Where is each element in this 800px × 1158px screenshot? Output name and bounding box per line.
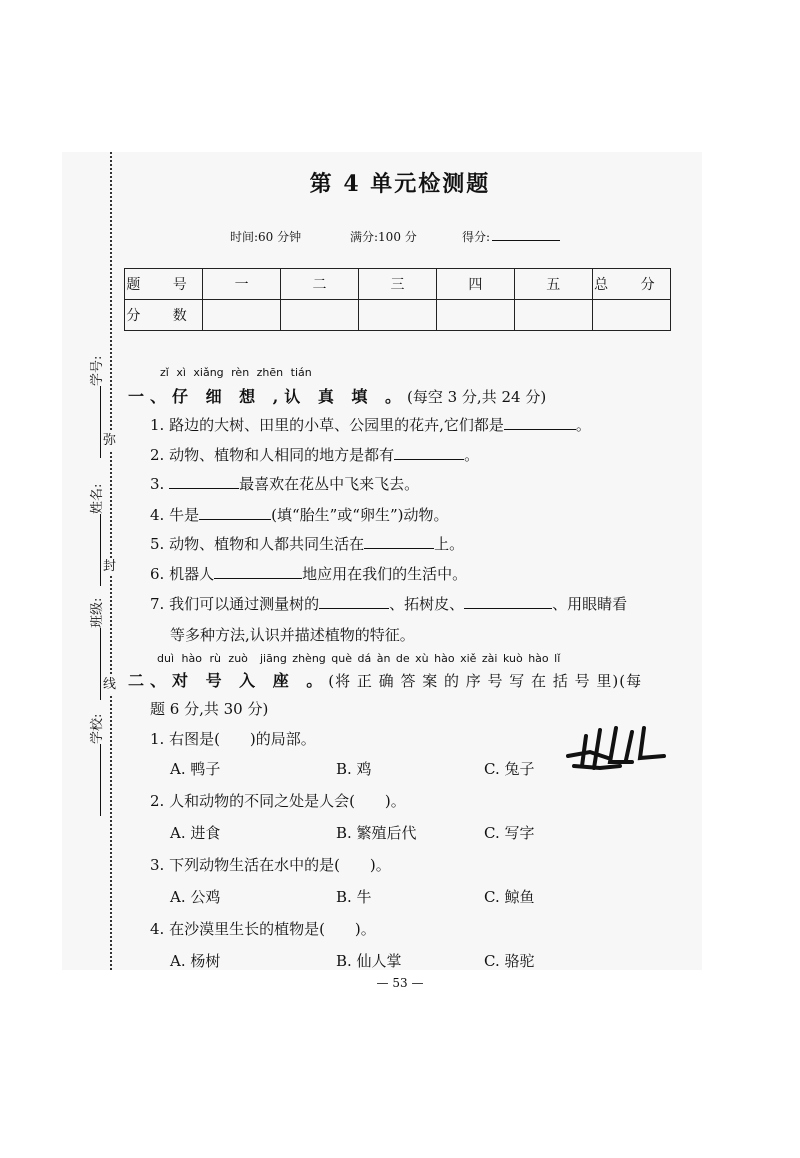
s1-question-7: 7. 我们可以通过测量树的 、拓树皮、 、用眼睛看 <box>150 595 628 613</box>
answer-blank[interactable] <box>394 459 464 460</box>
s1-question-5: 5. 动物、植物和人都共同生活在 上。 <box>150 535 465 553</box>
binding-mi: 弥 <box>103 433 117 448</box>
answer-blank[interactable] <box>464 608 552 609</box>
s2-q4-option-c[interactable]: C. 骆驼 <box>484 952 535 970</box>
score-table-value-row <box>125 300 671 331</box>
s2-q2-option-c[interactable]: C. 写字 <box>484 824 535 842</box>
s2-q1-option-b[interactable]: B. 鸡 <box>336 760 372 778</box>
meta-time: 时间:60 分钟 <box>230 230 302 244</box>
meta-score[interactable]: 得分: <box>462 228 560 245</box>
section2-pinyin-1: duì hào rù zuò <box>157 652 248 665</box>
s2-q3-option-c[interactable]: C. 鲸鱼 <box>484 888 535 906</box>
s2-question-1: 1. 右图是( )的局部。 <box>150 730 316 748</box>
s2-question-3: 3. 下列动物生活在水中的是( )。 <box>150 856 391 874</box>
score-cell[interactable] <box>203 300 281 331</box>
section1-heading: 一、仔 细 想 ,认 真 填 。(每空 3 分,共 24 分) <box>128 387 547 406</box>
s1-question-4: 4. 牛是 (填“胎生”或“卵生”)动物。 <box>150 506 449 524</box>
score-cell[interactable] <box>359 300 437 331</box>
field-xuehao[interactable]: 学号: <box>86 356 105 460</box>
s1-question-3: 3. 最喜欢在花丛中飞来飞去。 <box>150 475 420 493</box>
s2-q1-option-a[interactable]: A. 鸭子 <box>170 760 221 778</box>
score-cell[interactable] <box>281 300 359 331</box>
answer-blank[interactable] <box>364 548 434 549</box>
score-header-cell: 五 <box>514 269 592 300</box>
score-table <box>124 268 671 331</box>
s1-question-1: 1. 路边的大树、田里的小草、公园里的花卉,它们都是 。 <box>150 416 591 434</box>
score-cell[interactable] <box>514 300 592 331</box>
score-cell[interactable] <box>592 300 670 331</box>
s1-question-6: 6. 机器人 地应用在我们的生活中。 <box>150 565 468 583</box>
s2-question-2: 2. 人和动物的不同之处是人会( )。 <box>150 792 406 810</box>
s2-q1-option-c[interactable]: C. 兔子 <box>484 760 535 778</box>
s1-question-2: 2. 动物、植物和人相同的地方是都有 。 <box>150 446 480 464</box>
score-header-cell: 四 <box>436 269 514 300</box>
section1-pinyin: zǐ xì xiǎng rèn zhēn tián <box>160 366 312 379</box>
s2-q3-option-a[interactable]: A. 公鸡 <box>170 888 221 906</box>
binding-feng: 封 <box>103 559 117 574</box>
s2-q2-option-b[interactable]: B. 繁殖后代 <box>336 824 417 842</box>
section2-heading-cont: 题 6 分,共 30 分) <box>150 700 269 718</box>
page-title: 第 4 单元检测题 <box>309 171 491 197</box>
score-header-cell: 二 <box>281 269 359 300</box>
answer-blank[interactable] <box>214 578 302 579</box>
answer-blank[interactable] <box>169 488 239 489</box>
answer-blank[interactable] <box>504 429 576 430</box>
s2-question-4: 4. 在沙漠里生长的植物是( )。 <box>150 920 376 938</box>
meta-full-score: 满分:100 分 <box>350 230 417 244</box>
field-xuexiao[interactable]: 学校: <box>86 714 105 818</box>
score-header-cell: 题 号 <box>125 269 203 300</box>
score-cell[interactable] <box>436 300 514 331</box>
chicken-foot-print-image <box>560 722 672 784</box>
binding-xian: 线 <box>103 677 117 692</box>
score-header-cell: 总 分 <box>592 269 670 300</box>
section2-heading: 二、对 号 入 座 。(将 正 确 答 案 的 序 号 写 在 括 号 里)(每 <box>128 671 643 690</box>
score-header-cell: 一 <box>203 269 281 300</box>
answer-blank[interactable] <box>319 608 389 609</box>
page-number: — 53 — <box>376 976 424 990</box>
s2-q4-option-b[interactable]: B. 仙人掌 <box>336 952 402 970</box>
score-table-header-row <box>125 269 671 300</box>
s2-q4-option-a[interactable]: A. 杨树 <box>170 952 221 970</box>
answer-blank[interactable] <box>199 519 271 520</box>
s1-question-7-cont: 等多种方法,认识并描述植物的特征。 <box>170 626 415 644</box>
field-banji[interactable]: 班级: <box>86 598 105 702</box>
field-xingming[interactable]: 姓名: <box>86 484 105 588</box>
s2-q3-option-b[interactable]: B. 牛 <box>336 888 372 906</box>
score-header-cell: 三 <box>359 269 437 300</box>
section2-pinyin-2: jiāng zhèng què dá àn de xù hào xiě zài kuò hào lǐ <box>260 652 561 665</box>
score-row-label: 分 数 <box>125 300 203 331</box>
s2-q2-option-a[interactable]: A. 进食 <box>170 824 221 842</box>
